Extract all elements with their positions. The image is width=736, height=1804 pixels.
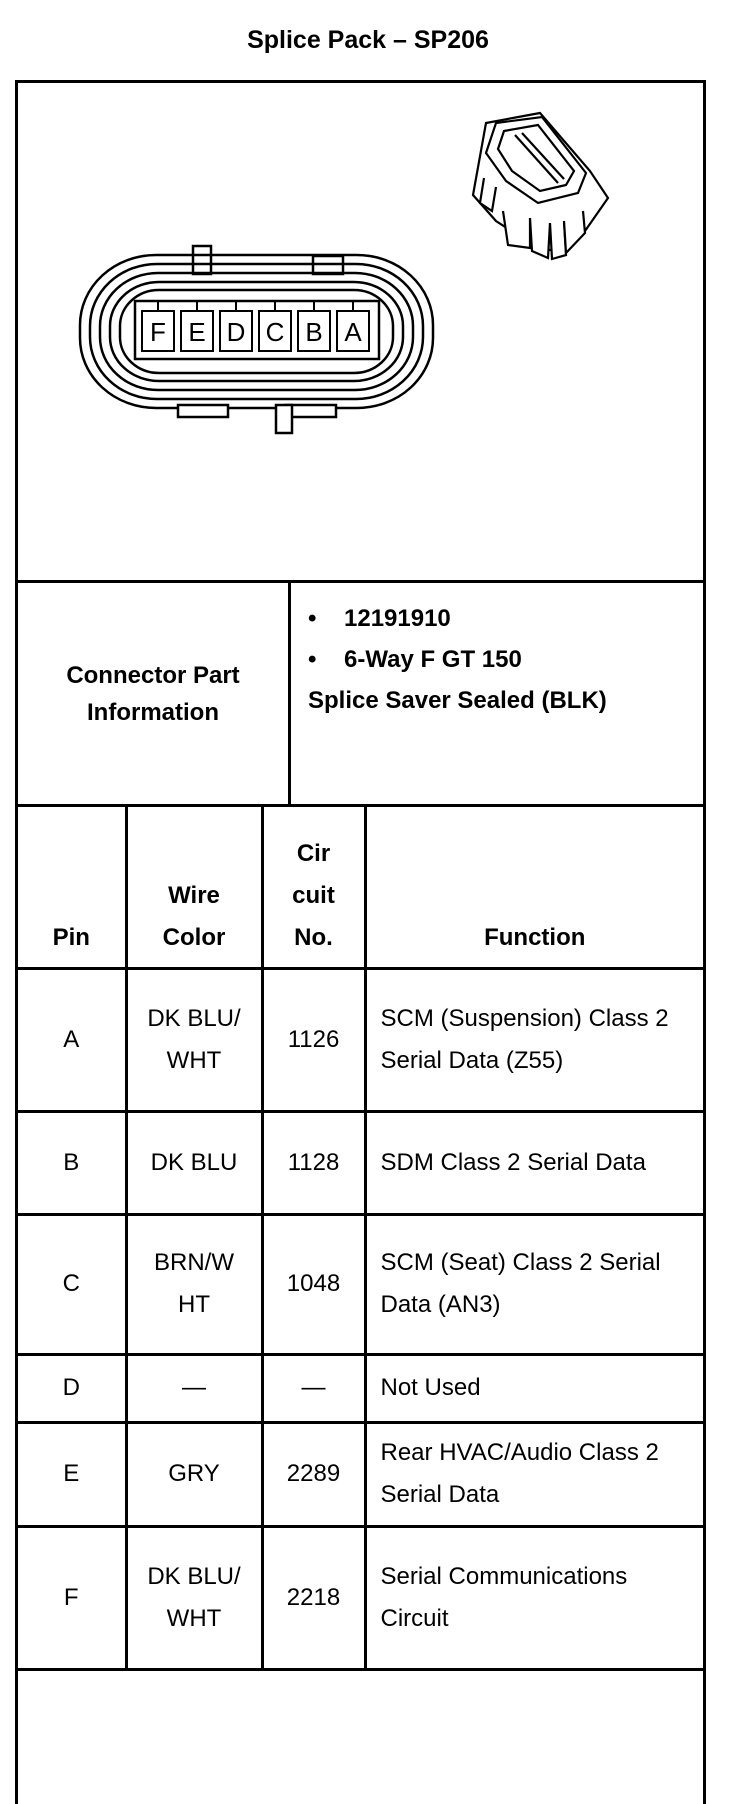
wire-color-cell [126, 968, 262, 1111]
part-description: Splice Saver Sealed (BLK) [308, 687, 607, 714]
bullet-icon: • [308, 605, 317, 632]
bottom-tab [286, 405, 336, 417]
connector-isometric-icon [473, 113, 608, 259]
table-row [18, 1354, 703, 1422]
table-row [18, 1422, 703, 1526]
part-type-line [308, 639, 607, 680]
wire-color-text: BRN/W HT [154, 1249, 234, 1318]
function-cell: SCM (Suspension) Class 2 Serial Data (Z55) [365, 968, 703, 1111]
function-cell: SDM Class 2 Serial Data [365, 1111, 703, 1214]
header-function: Function [365, 807, 703, 968]
part-number: 12191910 [344, 605, 451, 632]
header-pin: Pin [18, 807, 126, 968]
cavity-label: D [226, 317, 246, 347]
wire-color-cell: DK BLU [126, 1111, 262, 1214]
header-wire-color-text: Wire Color [162, 881, 226, 951]
table-row [18, 1111, 703, 1214]
pin-cell: E [18, 1422, 126, 1526]
pin-cell: F [18, 1526, 126, 1669]
function-cell: SCM (Seat) Class 2 Serial Data (AN3) [365, 1214, 703, 1354]
table-row [18, 1526, 703, 1669]
wire-color-cell [126, 1526, 262, 1669]
cavity-label: F [150, 317, 166, 347]
header-wire-color [126, 807, 262, 968]
bottom-tab [178, 405, 228, 417]
connector-face-drawing [18, 83, 703, 580]
bullet-icon: • [308, 646, 317, 673]
circuit-cell: — [262, 1354, 365, 1422]
wire-color-cell [126, 1214, 262, 1354]
wire-color-cell: — [126, 1354, 262, 1422]
circuit-cell: 1128 [262, 1111, 365, 1214]
connector-illustration-cell [18, 83, 703, 583]
header-circuit-no-text: Cir cuit No. [292, 839, 335, 951]
header-circuit-no [262, 807, 365, 968]
connector-part-info-label [18, 583, 291, 804]
pin-table-header [18, 807, 703, 968]
connector-part-info-label-text: Connector Part Information [66, 661, 240, 726]
pin-table [18, 807, 703, 1671]
circuit-cell: 1048 [262, 1214, 365, 1354]
pin-cell: D [18, 1354, 126, 1422]
bottom-lock-tab [276, 405, 292, 433]
cavity-label: E [188, 317, 206, 347]
pin-cell: C [18, 1214, 126, 1354]
part-number-line [308, 598, 607, 639]
wire-color-cell: GRY [126, 1422, 262, 1526]
cavity-label: C [265, 317, 285, 347]
function-cell: Serial Communications Circuit [365, 1526, 703, 1669]
pin-cell: B [18, 1111, 126, 1214]
cavity-label: A [344, 317, 362, 347]
page-title: Splice Pack – SP206 [247, 26, 489, 54]
table-row [18, 1214, 703, 1354]
table-row [18, 968, 703, 1111]
top-lock-tab [193, 246, 211, 274]
wire-color-text: DK BLU/ WHT [147, 1562, 241, 1632]
connector-part-info-values [308, 598, 607, 721]
function-cell: Not Used [365, 1354, 703, 1422]
function-cell: Rear HVAC/Audio Class 2 Serial Data [365, 1422, 703, 1526]
wire-color-text: DK BLU/ WHT [147, 1004, 241, 1074]
part-type: 6-Way F GT 150 [344, 646, 522, 673]
connector-sheet [15, 80, 706, 1804]
connector-part-info-row [18, 583, 703, 807]
pin-cell: A [18, 968, 126, 1111]
circuit-cell: 1126 [262, 968, 365, 1111]
circuit-cell: 2218 [262, 1526, 365, 1669]
cavity-label: B [305, 317, 323, 347]
circuit-cell: 2289 [262, 1422, 365, 1526]
